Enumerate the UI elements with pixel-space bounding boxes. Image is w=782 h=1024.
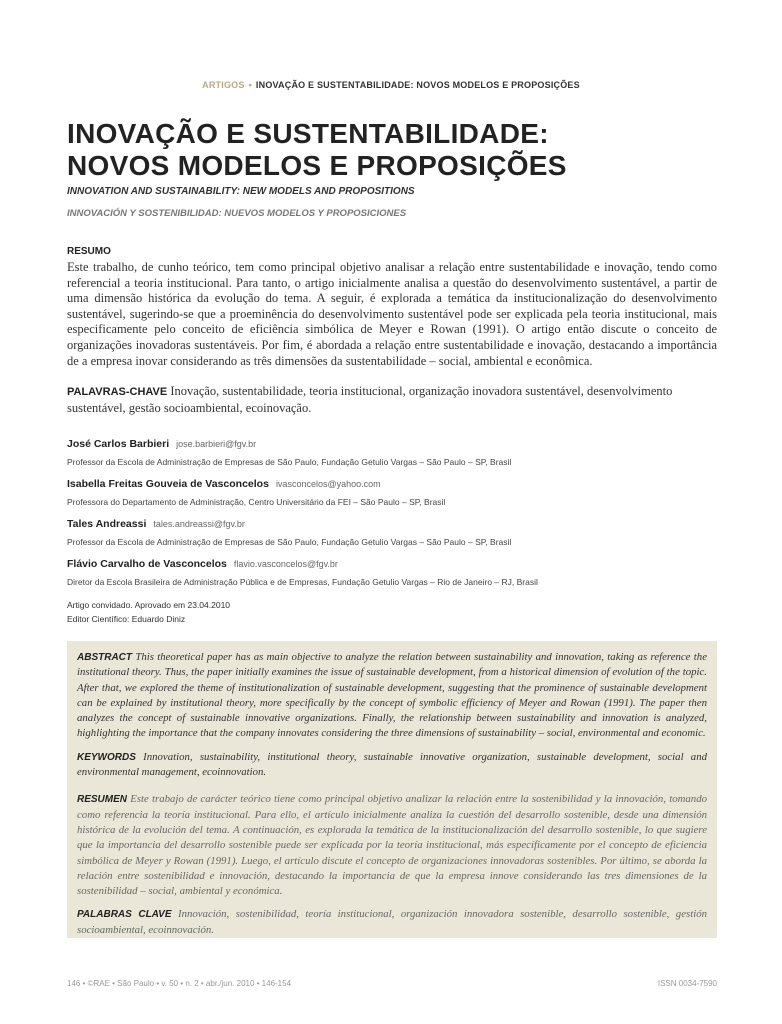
author-name: José Carlos Barbieri [67, 438, 170, 450]
approval-note: Artigo convidado. Aprovado em 23.04.2010 [67, 600, 231, 610]
palavras-chave-text: Inovação, sustentabilidade, teoria institucional, organização inovadora sustentável, desenvolvimento sustentável, gestão socioambiental, ecoinovação. [67, 384, 673, 415]
keywords-en-label: KEYWORDS [77, 751, 136, 763]
keywords-en-text: Innovation, sustainability, institutional theory, sustainable innovative organization, sustainable development, social and environmental management, ecoinnovation. [77, 750, 707, 779]
resumo-heading: RESUMO [67, 246, 111, 257]
author-block [67, 554, 727, 587]
author-affiliation: Professor da Escola de Administração de Empresas de São Paulo, Fundação Getulio Vargas – São Paulo – SP, Brasil [67, 457, 512, 467]
author-name: Isabella Freitas Gouveia de Vasconcelos [67, 478, 269, 490]
author-block [67, 474, 727, 507]
resumo-text: Este trabalho, de cunho teórico, tem como principal objetivo analisar a relação entre sustentabilidade e inovação, tendo como referencial a teoria institucional. Para tanto, o artigo inicialmente analisa a questão do desenvolvimento sustentável, a partir de uma dimensão histórica da evolução do tema. A seguir, é explorada a temática da institucionalização do desenvolvimento sustentável, sugerindo-se que a proeminência do desenvolvimento sustentável pode ser explicada pela teoria institucional, mais especificamente pelo conceito de eficiência simbólica de Meyer e Rowan (1991). O artigo então discute o conceito de organizações inovadoras sustentáveis. Por fim, é abordada a relação entre sustentabilidade e inovação, destacando a importância de a empresa inovar considerando as três dimensões da sustentabilidade – social, ambiental e econômica. [67, 260, 717, 368]
abstract-box [67, 641, 717, 938]
palavras-chave-label: PALAVRAS-CHAVE [67, 386, 168, 398]
article-title-english: INNOVATION AND SUSTAINABILITY: NEW MODELS AND PROPOSITIONS [67, 186, 415, 197]
resumen [77, 792, 707, 899]
author-email[interactable]: flavio.vasconcelos@fgv.br [233, 559, 338, 569]
article-meta [67, 598, 230, 626]
abstract-label: ABSTRACT [77, 652, 132, 663]
palabras-clave-text: Innovación, sostenibilidad, teoría institucional, organización innovadora sostenible, desarrollo sostenible, gestión socioambiental, ecoinnovación. [77, 908, 707, 936]
running-head-separator: • [248, 80, 252, 90]
article-title-spanish: INNOVACIÓN Y SOSTENIBILIDAD: NUEVOS MODELOS Y PROPOSICIONES [67, 208, 407, 219]
abstract-text: This theoretical paper has as main objective to analyze the relation between sustainability and innovation, taking as reference the institutional theory. Thus, the paper initially examines the issue of sustainable development, from a historical dimension of evolution of the topic. After that, we explored the theme of institutionalization of sustainable development, suggesting that the prominence of sustainable development can be explained by institutional theory, more specifically by the concept of symbolic efficiency of Meyer and Rowan (1991). The paper then analyzes the concept of sustainable innovative organizations. Finally, the relationship between sustainability and innovation is analyzed, highlighting the importance that the company innovates considering the three dimensions of sustainability – social, environmental and economic. [77, 651, 707, 740]
footer-citation: 146 • ©RAE • São Paulo • v. 50 • n. 2 • abr./jun. 2010 • 146-154 [67, 979, 292, 988]
footer-issn: ISSN 0034-7590 [657, 979, 717, 988]
author-name: Flávio Carvalho de Vasconcelos [67, 558, 227, 570]
resumen-text: Este trabajo de carácter teórico tiene como principal objetivo analizar la relación entre la sostenibilidad y la innovación, tomando como referencia la teoría institucional. Para ello, el artículo inicialmente analiza la cuestión del desarrollo sostenible, desde una dimensión histórica de la evolución del tema. A continuación, es explorada la temática de la institucionalización del desarrollo sostenible, lo que sugiere que la importancia del desarrollo sostenible puede ser explicada por la teoría institucional, más específicamente por el concepto de eficiencia simbólica de Meyer y Rowan (1991). Luego, el artículo discute el concepto de organizaciones innovadoras sostenibles. Por último, se aborda la relación entre sostenibilidad e innovación, destacando la importancia de que la empresa innove considerando las tres dimensiones de la sostenibilidad – social, ambiental y económica. [77, 793, 707, 898]
article-title [67, 118, 727, 182]
author-email[interactable]: jose.barbieri@fgv.br [176, 439, 257, 449]
author-email[interactable]: ivasconcelos@yahoo.com [275, 479, 381, 489]
author-affiliation: Diretor da Escola Brasileira de Administração Pública e de Empresas, Fundação Getulio Vargas – Rio de Janeiro – RJ, Brasil [67, 577, 538, 587]
palabras-clave-label: PALABRAS CLAVE [77, 909, 172, 921]
running-head [0, 80, 782, 90]
author-affiliation: Professor da Escola de Administração de Empresas de São Paulo, Fundação Getulio Vargas – São Paulo – SP, Brasil [67, 537, 512, 547]
article-title-line-1: INOVAÇÃO E SUSTENTABILIDADE: [67, 118, 549, 149]
running-head-title: INOVAÇÃO E SUSTENTABILIDADE: NOVOS MODELOS E PROPOSIÇÕES [255, 80, 580, 90]
scientific-editor: Editor Científico: Eduardo Diniz [67, 614, 186, 624]
resumen-label: RESUMEN [77, 794, 128, 806]
author-block [67, 514, 727, 547]
running-head-section: ARTIGOS [202, 80, 245, 90]
keywords-en [77, 750, 707, 781]
article-title-line-2: NOVOS MODELOS E PROPOSIÇÕES [67, 150, 567, 181]
author-email[interactable]: tales.andreassi@fgv.br [153, 519, 245, 529]
palabras-clave [77, 907, 707, 938]
author-affiliation: Professora do Departamento de Administração, Centro Universitário da FEI – São Paulo – SP, Brasil [67, 497, 446, 507]
author-name: Tales Andreassi [67, 518, 147, 530]
abstract [77, 650, 707, 742]
palavras-chave [67, 383, 717, 416]
author-block [67, 434, 727, 467]
